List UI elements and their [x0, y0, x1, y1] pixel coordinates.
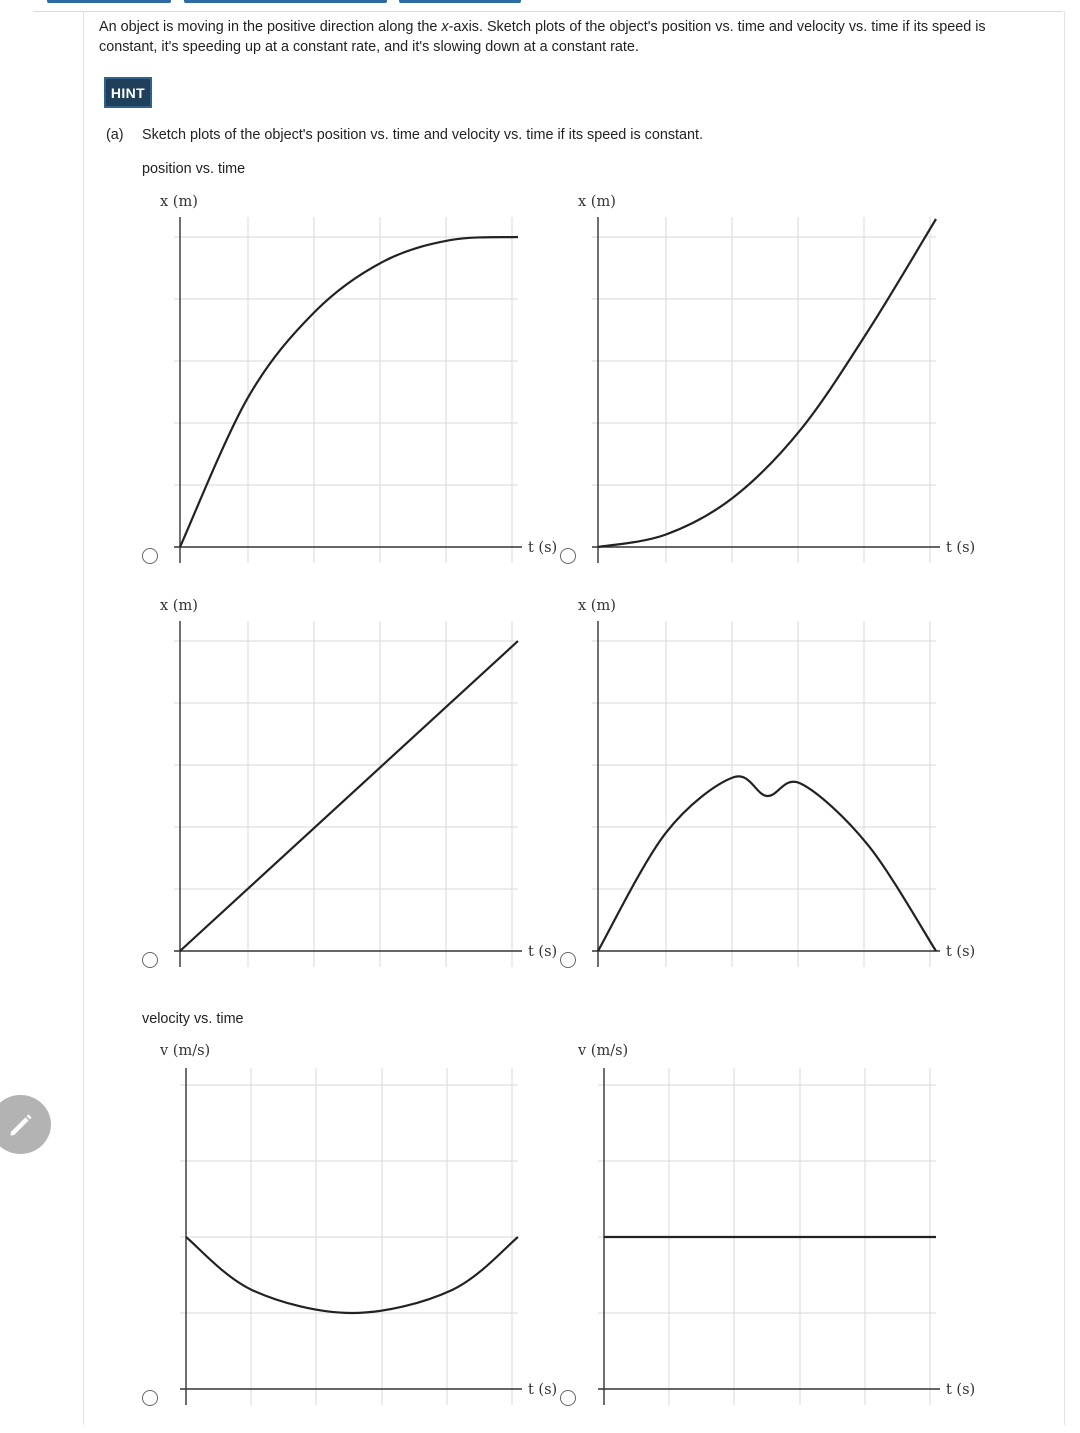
velocity-option-1-radio[interactable]	[142, 1390, 158, 1406]
question-text: An object is moving in the positive direction along the x-axis. Sketch plots of the object's position vs. time and velocity vs. time if its speed is constant, it's speeding up at a constant rate, and it's slowing down at a constant rate.	[99, 19, 986, 55]
x-axis-label: t (s)	[528, 944, 558, 960]
velocity-option-2-radio[interactable]	[560, 1390, 576, 1406]
position-graph-3-svg	[142, 593, 558, 969]
y-axis-label: x (m)	[578, 194, 616, 210]
position-graph-4-svg	[560, 593, 980, 969]
y-axis-label: v (m/s)	[578, 1043, 629, 1059]
velocity-graph-option-1	[142, 1038, 562, 1433]
position-graph-1-svg	[142, 189, 558, 565]
top-tab-1[interactable]	[47, 0, 171, 3]
velocity-graph-1-svg	[142, 1038, 558, 1414]
top-tab-3[interactable]	[399, 0, 521, 3]
x-axis-label: t (s)	[946, 944, 976, 960]
part-a-label: (a)	[106, 127, 124, 143]
part-a-prompt: Sketch plots of the object's position vs. time and velocity vs. time if its speed is constant.	[142, 127, 704, 143]
plot-curve	[180, 237, 518, 547]
position-option-4-radio[interactable]	[560, 952, 576, 968]
x-axis-label: t (s)	[528, 1382, 558, 1398]
top-tab-2[interactable]	[184, 0, 387, 3]
position-graph-option-2	[560, 189, 980, 584]
position-graph-2-svg	[560, 189, 980, 565]
edit-button[interactable]	[0, 1095, 51, 1154]
position-graph-option-3	[142, 593, 562, 988]
position-option-1-radio[interactable]	[142, 548, 158, 564]
position-graph-option-1	[142, 189, 562, 584]
y-axis-label: x (m)	[160, 194, 198, 210]
plot-curve	[598, 776, 936, 951]
velocity-section-label: velocity vs. time	[142, 1011, 244, 1027]
y-axis-label: x (m)	[160, 598, 198, 614]
plot-curve	[180, 641, 518, 951]
y-axis-label: x (m)	[578, 598, 616, 614]
x-axis-label: t (s)	[946, 540, 976, 556]
pencil-icon	[6, 1110, 36, 1140]
position-section-label: position vs. time	[142, 161, 246, 177]
plot-curve	[598, 219, 936, 547]
position-graph-option-4	[560, 593, 980, 988]
x-axis-label: t (s)	[946, 1382, 976, 1398]
plot-curve	[186, 1237, 518, 1313]
hint-button[interactable]: HINT	[104, 77, 152, 108]
velocity-graph-2-svg	[560, 1038, 980, 1414]
position-option-3-radio[interactable]	[142, 952, 158, 968]
position-option-2-radio[interactable]	[560, 548, 576, 564]
x-axis-label: t (s)	[528, 540, 558, 556]
velocity-graph-option-2	[560, 1038, 980, 1433]
y-axis-label: v (m/s)	[160, 1043, 211, 1059]
